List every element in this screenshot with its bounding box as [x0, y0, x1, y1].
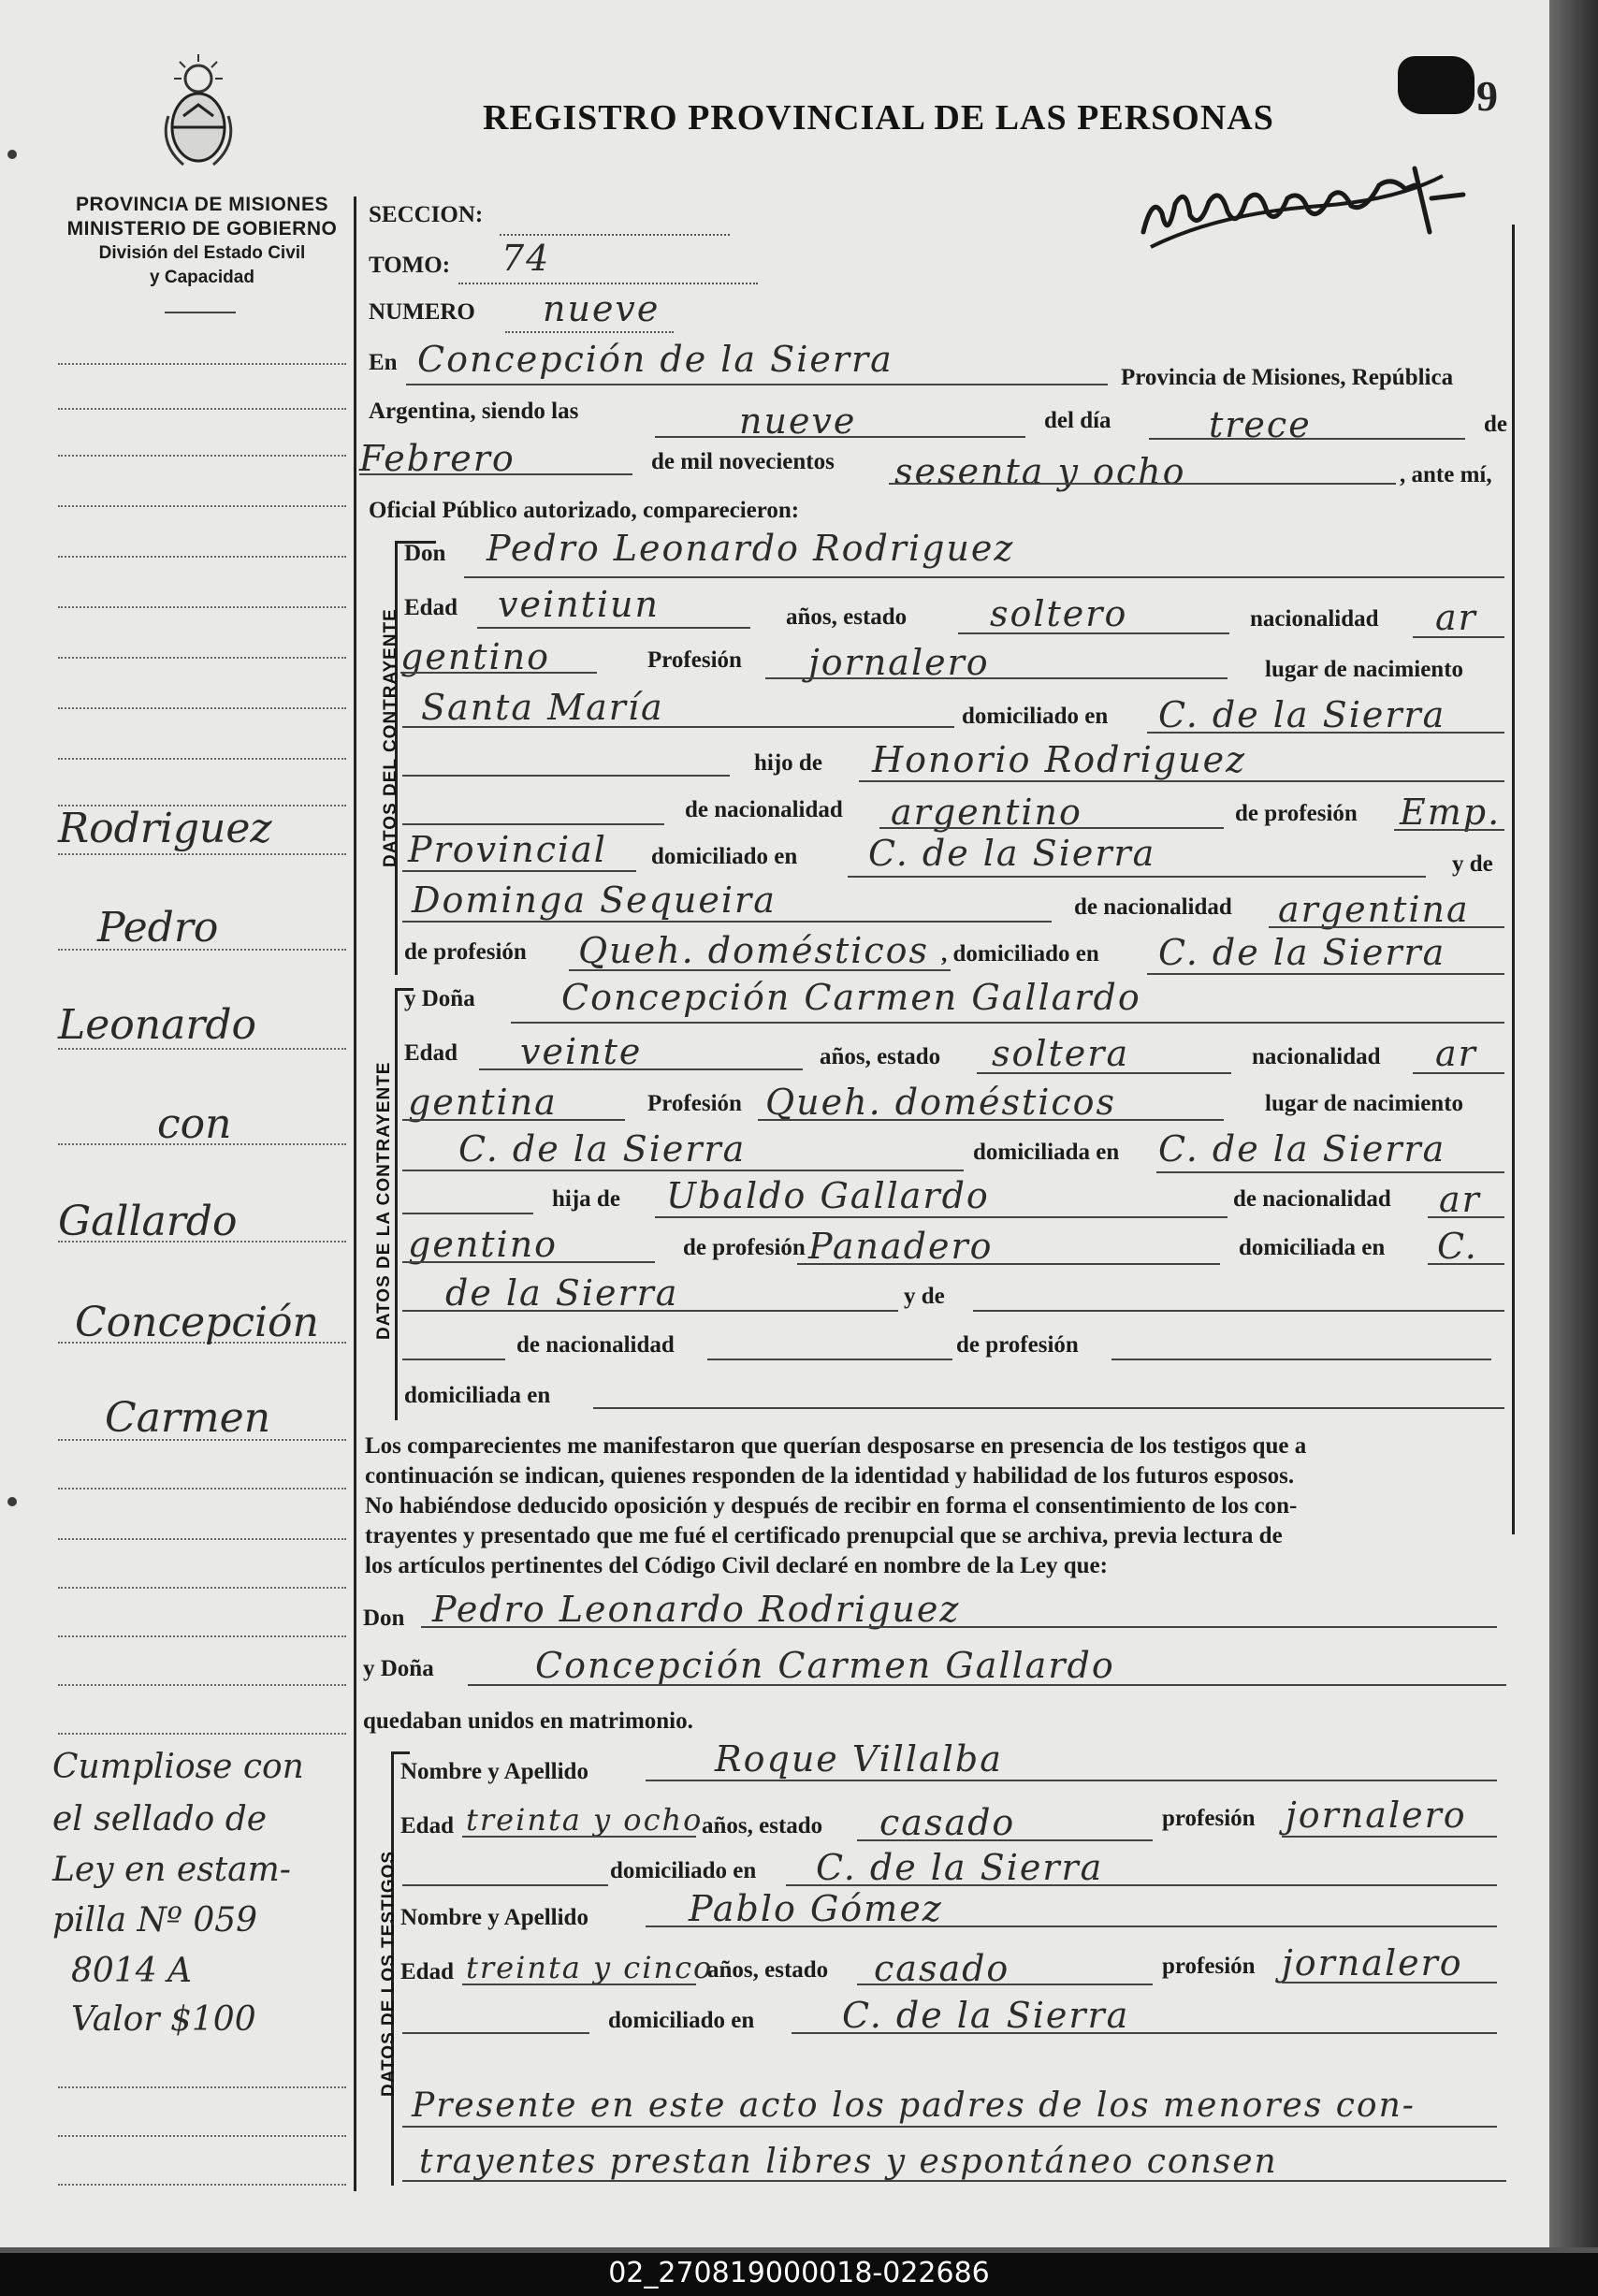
declaration-line: No habiéndose deducido oposición y después de recibir en forma el consentimiento de los con-	[365, 1493, 1298, 1519]
page-number: 9	[1476, 72, 1498, 120]
bride-father-line	[655, 1216, 1228, 1218]
bride-domicile: C. de la Sierra	[1158, 1128, 1446, 1170]
bride-nat2-line	[402, 1119, 625, 1121]
ante-label: , ante mí,	[1400, 462, 1492, 487]
margin-line	[58, 606, 346, 608]
groom-father-nat-line	[879, 827, 1224, 829]
w1-name: Roque Villalba	[715, 1738, 1003, 1780]
w2-edad-label: Edad	[400, 1959, 454, 1984]
groom-mother-dom-line	[1147, 973, 1504, 975]
margin-line	[58, 2086, 346, 2088]
groom-mother-nat-line	[1269, 926, 1504, 928]
declaration-paragraph	[365, 1431, 1506, 1581]
groom-domicile: C. de la Sierra	[1158, 694, 1446, 735]
w2-domicile: C. de la Sierra	[842, 1995, 1130, 2036]
groom-mother: Dominga Sequeira	[412, 879, 777, 921]
groom-birthplace-line	[402, 726, 954, 728]
margin-line	[58, 853, 346, 855]
margin-line	[58, 758, 346, 760]
nac-label: nacionalidad	[1252, 1044, 1381, 1069]
bride-birthplace-line	[402, 1170, 964, 1171]
stamp-note: el sellado de	[52, 1800, 268, 1838]
groom-nationality-1: ar	[1435, 597, 1477, 638]
groom-father: Honorio Rodriguez	[872, 739, 1247, 780]
margin-line	[58, 1538, 346, 1540]
binding-hole	[7, 1497, 17, 1506]
stamp-note: 8014 A	[71, 1952, 193, 1990]
del-dia-label: del día	[1044, 408, 1111, 433]
groom-profession-line	[765, 677, 1228, 679]
groom-birthplace: Santa María	[421, 687, 664, 728]
groom-father-line	[859, 780, 1504, 782]
margin-line	[58, 1635, 346, 1637]
edad-label: Edad	[404, 595, 458, 620]
declared-groom-line	[421, 1626, 1497, 1628]
margin-line	[58, 1684, 346, 1686]
w2-name: Pablo Gómez	[689, 1888, 943, 1929]
mil-label: de mil novecientos	[651, 449, 835, 474]
month-line	[359, 473, 632, 475]
tomo-value: 74	[501, 238, 551, 279]
declaration-line: continuación se indican, quienes responden de la identidad y habilidad de los futuros esposos.	[365, 1463, 1295, 1489]
declaration-line: trayentes y presentado que me fué el certificado prenupcial que se archiva, previa lectura de	[365, 1523, 1283, 1548]
w2-name-line	[646, 1925, 1497, 1927]
ministry-name: MINISTERIO DE GOBIERNO	[66, 218, 338, 240]
ink-blot	[1398, 56, 1475, 114]
y-de-label: y de	[904, 1284, 945, 1309]
edad-label: Edad	[404, 1040, 458, 1066]
w1-name-line	[646, 1780, 1497, 1781]
margin-line	[58, 408, 346, 410]
margin-name: Leonardo	[58, 1001, 257, 1049]
groom-mother-domicile: C. de la Sierra	[1158, 932, 1446, 973]
bride-father-nat2-line	[402, 1261, 655, 1263]
year-line	[889, 483, 1396, 485]
groom-father-prof-line	[1394, 829, 1504, 831]
divider	[165, 312, 236, 313]
groom-state: soltero	[990, 593, 1128, 634]
bride-profession-line	[758, 1119, 1224, 1121]
de-prof-label: de profesión	[1235, 801, 1358, 826]
w1-edad-label: Edad	[400, 1813, 454, 1838]
groom-mother-line	[402, 921, 1052, 923]
w2-state-line	[857, 1984, 1153, 1985]
oficial-label: Oficial Público autorizado, comparecieron:	[369, 498, 800, 523]
coat-of-arms-icon	[155, 51, 241, 172]
groom-father-domicile: C. de la Sierra	[868, 833, 1156, 874]
tomo-line	[458, 283, 758, 284]
w1-dom-label: domiciliado en	[610, 1858, 757, 1883]
domiciliada-label: domiciliada en	[973, 1140, 1120, 1165]
bride-father-domicile-2: de la Sierra	[445, 1272, 679, 1314]
dona-label: y Doña	[363, 1656, 434, 1681]
numero-line	[505, 331, 674, 333]
bride-father-dom-line	[1428, 1263, 1504, 1265]
mother-prof-label: de profesión	[404, 939, 527, 965]
place-line	[406, 384, 1108, 385]
declaration-line: los artículos pertinentes del Código Civil declaré en nombre de la Ley que:	[365, 1553, 1108, 1578]
father-prof-label: de profesión	[683, 1235, 806, 1260]
lugar-label: lugar de nacimiento	[1265, 657, 1464, 682]
groom-age: veintiun	[498, 584, 660, 625]
division-name-2: y Capacidad	[150, 268, 254, 287]
mother-prof-label: de profesión	[956, 1332, 1079, 1358]
groom-nationality-2: gentino	[400, 636, 551, 677]
w2-profession: jornalero	[1282, 1942, 1463, 1984]
groom-father-prof2-line	[402, 870, 636, 872]
bride-domicile-line	[1156, 1171, 1504, 1173]
w2-state: casado	[874, 1948, 1010, 1989]
lugar-label: lugar de nacimiento	[1265, 1091, 1464, 1116]
groom-nat2-line	[400, 672, 597, 674]
bride-nationality-1: ar	[1435, 1033, 1477, 1074]
section-label-groom: DATOS DEL CONTRAYENTE	[381, 608, 400, 867]
w1-domicile-line	[786, 1884, 1497, 1886]
w2-age-line	[462, 1984, 696, 1985]
declaration-line: Los comparecientes me manifestaron que querían desposarse en presencia de los testigos que a	[365, 1433, 1307, 1459]
hijo-label: hijo de	[754, 750, 822, 776]
year-value: sesenta y ocho	[894, 451, 1186, 492]
margin-line	[58, 2184, 346, 2186]
don-label: Don	[404, 541, 446, 566]
groom-profession: jornalero	[808, 642, 990, 683]
bride-profession: Queh. domésticos	[765, 1082, 1117, 1123]
w2-dom-label: domiciliado en	[608, 2008, 755, 2033]
file-name: 02_270819000018-022686	[608, 2257, 990, 2289]
bride-state-line	[977, 1072, 1231, 1074]
w1-age: treinta y ocho	[466, 1802, 704, 1838]
w1-profession: jornalero	[1286, 1795, 1467, 1836]
margin-line	[58, 455, 346, 457]
bride-father-nat-line	[1428, 1216, 1504, 1218]
frame-line	[354, 196, 356, 2191]
argentina-label: Argentina, siendo las	[369, 399, 579, 424]
margin-line	[58, 1488, 346, 1489]
margin-name: Pedro	[97, 904, 219, 952]
margin-line	[58, 657, 346, 659]
provincia-label: Provincia de Misiones, República	[1121, 365, 1454, 390]
estado-label: años, estado	[820, 1044, 941, 1069]
margin-line	[58, 1733, 346, 1735]
mother-nac-label: de nacionalidad	[1074, 894, 1232, 920]
official-signature	[1134, 157, 1480, 260]
place-value: Concepción de la Sierra	[417, 339, 893, 380]
bride-name-line	[511, 1022, 1504, 1024]
hija-label: hija de	[552, 1186, 620, 1212]
frame-line	[391, 1751, 410, 1754]
w1-profesion-label: profesión	[1162, 1806, 1256, 1831]
w2-profession-line	[1282, 1982, 1497, 1984]
w1-age-line	[462, 1836, 696, 1838]
bride-father-domicile-1: C.	[1437, 1226, 1478, 1267]
day-value: trece	[1209, 404, 1312, 445]
bride-name: Concepción Carmen Gallardo	[561, 977, 1141, 1018]
margin-line	[58, 1587, 346, 1589]
bride-nationality-2: gentina	[408, 1082, 558, 1123]
blank-line	[402, 1884, 608, 1886]
w2-age: treinta y cinco	[466, 1950, 714, 1985]
margin-name: Concepción	[75, 1299, 319, 1346]
y-de-label: y de	[1452, 851, 1493, 877]
groom-father-nationality: argentino	[891, 792, 1082, 833]
page-bottom-edge	[0, 2247, 1598, 2253]
seccion-line	[500, 234, 730, 236]
groom-name-line	[464, 576, 1504, 578]
profesion-label: Profesión	[647, 1091, 742, 1116]
groom-age-line	[477, 627, 750, 629]
groom-father-dom-line	[848, 876, 1426, 878]
hour-line	[655, 436, 1025, 438]
numero-label: NUMERO	[369, 299, 475, 325]
w2-domicile-line	[792, 2032, 1497, 2034]
section-label-witnesses: DATOS DE LOS TESTIGOS	[379, 1850, 399, 2097]
w1-nombre-label: Nombre y Apellido	[400, 1759, 588, 1784]
groom-name: Pedro Leonardo Rodriguez	[487, 528, 1015, 569]
profesion-label: Profesión	[647, 647, 742, 673]
note-line	[402, 2126, 1497, 2128]
domiciliado-label: domiciliado en	[962, 704, 1109, 729]
seccion-label: SECCION:	[369, 202, 484, 227]
bride-mother-nat-line	[707, 1359, 952, 1360]
mother-nac-label: de nacionalidad	[516, 1332, 675, 1358]
declared-groom: Pedro Leonardo Rodriguez	[432, 1589, 961, 1630]
unidos-label: quedaban unidos en matrimonio.	[363, 1708, 693, 1734]
bride-father-nationality-1: ar	[1439, 1179, 1481, 1220]
margin-line	[58, 556, 346, 558]
w2-nombre-label: Nombre y Apellido	[400, 1905, 588, 1930]
witness-note: Presente en este acto los padres de los menores con-	[412, 2086, 1416, 2125]
day-line	[1149, 438, 1465, 440]
numero-value: nueve	[543, 288, 661, 329]
bride-father-prof-line	[797, 1263, 1220, 1265]
margin-con: con	[157, 1100, 232, 1148]
groom-mother-nationality: argentina	[1278, 889, 1470, 930]
section-label-bride: DATOS DE LA CONTRAYENTE	[374, 1061, 394, 1340]
bride-mother-line	[973, 1310, 1504, 1312]
mother-dom-label: , domiciliado en	[941, 941, 1099, 966]
groom-father-profession-2: Provincial	[408, 829, 607, 870]
bride-nat-line	[1413, 1072, 1504, 1074]
de-label: de	[1484, 412, 1507, 437]
margin-line	[58, 707, 346, 709]
w1-profession-line	[1282, 1836, 1497, 1838]
blank-line	[402, 2032, 589, 2034]
page-edge	[1549, 0, 1598, 2247]
father-nac-label: de nacionalidad	[1233, 1186, 1391, 1212]
father-dom-label: domiciliada en	[1239, 1235, 1386, 1260]
bride-age: veinte	[520, 1031, 643, 1072]
w1-state: casado	[879, 1802, 1016, 1843]
blank-line	[402, 775, 730, 777]
bride-age-line	[479, 1068, 803, 1070]
month-value: Febrero	[359, 438, 516, 479]
de-nac-label: de nacionalidad	[685, 797, 843, 822]
groom-nat-line	[1413, 636, 1504, 638]
father-dom-label: domiciliado en	[651, 844, 798, 869]
en-label: En	[369, 350, 398, 375]
groom-state-line	[958, 632, 1229, 634]
margin-line	[58, 363, 346, 365]
w2-estado-label: años, estado	[707, 1957, 829, 1983]
binding-hole	[7, 150, 17, 159]
bride-father-dom2-line	[402, 1310, 898, 1312]
w1-state-line	[857, 1839, 1153, 1841]
dona-label: y Doña	[404, 986, 475, 1011]
bride-mother-dom-line	[593, 1407, 1504, 1409]
province-name: PROVINCIA DE MISIONES	[76, 194, 328, 215]
stamp-note: Ley en estam-	[52, 1851, 291, 1889]
hour-value: nueve	[739, 400, 857, 442]
bride-father-nationality-2: gentino	[408, 1224, 559, 1265]
margin-surname: Rodriguez	[58, 805, 272, 852]
note-line	[402, 2180, 1506, 2182]
stamp-note: Cumpliose con	[52, 1748, 304, 1786]
frame-line	[395, 990, 398, 1420]
w1-estado-label: años, estado	[702, 1813, 823, 1838]
estado-label: años, estado	[786, 604, 908, 630]
margin-name: Carmen	[105, 1394, 271, 1442]
witness-note: trayentes prestan libres y espontáneo consen	[419, 2143, 1278, 2181]
w2-profesion-label: profesión	[1162, 1954, 1256, 1979]
don-label: Don	[363, 1606, 405, 1631]
nac-label: nacionalidad	[1250, 606, 1379, 632]
margin-surname: Gallardo	[58, 1198, 238, 1245]
bride-birthplace: C. de la Sierra	[458, 1128, 747, 1170]
bride-father-profession: Panadero	[808, 1226, 994, 1267]
margin-line	[58, 505, 346, 507]
province-header	[56, 193, 348, 290]
bride-state: soltera	[992, 1033, 1130, 1074]
register-title: REGISTRO PROVINCIAL DE LAS PERSONAS	[483, 98, 1274, 138]
w1-domicile: C. de la Sierra	[816, 1847, 1104, 1888]
groom-mother-prof-line	[569, 969, 951, 971]
stamp-note: Valor $100	[71, 2000, 256, 2039]
bride-mother-prof-line	[1111, 1359, 1491, 1360]
groom-father-profession-1: Emp.	[1400, 792, 1502, 833]
groom-mother-profession: Queh. domésticos	[578, 930, 930, 971]
groom-domicile-line	[1147, 732, 1504, 734]
division-name: División del Estado Civil	[98, 243, 306, 263]
blank-line	[402, 823, 664, 825]
margin-line	[58, 2135, 346, 2137]
bride-father: Ubaldo Gallardo	[666, 1175, 990, 1216]
frame-line	[1512, 225, 1515, 1534]
blank-line	[402, 1359, 505, 1360]
mother-dom-label: domiciliada en	[404, 1383, 551, 1408]
stamp-note: pilla Nº 059	[52, 1901, 258, 1940]
declared-bride: Concepción Carmen Gallardo	[535, 1645, 1115, 1686]
tomo-label: TOMO:	[369, 253, 451, 278]
declared-bride-line	[468, 1684, 1506, 1686]
blank-line	[402, 1213, 533, 1214]
